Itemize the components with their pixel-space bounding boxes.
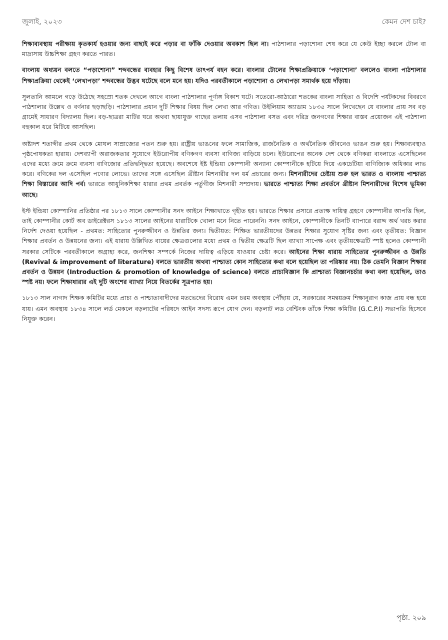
bold-text: বাংলায় অধ্যয়ন বলতে “পড়াশোনা” শব্দবন্ধের ব্যবহার কিছু বিশেষ তাৎপর্য বহন করে। বাংলার টোলের শিক্ষাপ্রক্রিয়াকে ‘পড়াশোনা’ বললেও বাংলা পাঠশালার শিক্ষাপ্রক্রিয়া থেকেই ‘লেখাপড়া’ শব্দবন্ধের উদ্ভব ঘটেছে বলে মনে হয়। যদিও পরবর্তীকালে পড়াশোনা ও লেখাপড়া সমার্থক হয়ে দাঁড়ায়। [22, 67, 426, 85]
header-date: জুলাই, ২০২৩ [22, 18, 62, 26]
bold-text: আইনের শিক্ষা ধারায় সাহিত্যের পুনরুজ্জীবন ও উন্নতি (Revival & improvement of literature) বলতে ভারতীয় অথবা পাশ্চাত্য কোন সাহিত্যের কথা বলে হয়েছিল তা পরিষ্কার নয়। ঠিক তেমনি বিজ্ঞান শিক্ষার প্রবর্তন ও উন্নয়ন (Introduction & promotion of knowledge of science) বলতে প্রাচ্যবিজ্ঞান কি প্রাশ্চাত্য বিজ্ঞানচর্চার কথা বলা হয়েছিল, তাও স্পষ্ট নয়। ফলে শিক্ষাধারার এই দুটি অংশের ব্যাখ্যা নিয়ে বিতর্কের সূত্রপাত হয়। [22, 248, 426, 287]
bold-text: মিশনারীদের চেষ্টায় শুরু হল ভারত ও বাংলায় পাশ্চাত্য শিক্ষা বিস্তারের আদি পর্ব। [22, 171, 426, 189]
body-text: সুলতানি আমলে গড়ে উঠেছে সহস্রো শতক দেখলে আগে বাংলা পাঠশালার পূর্ণাঙ্গ বিকাশ ঘটে। সতেরো-আঠারো শতকের বাংলা সাহিত্য ও বিদেশি পর্যটকদের বিবরণে পাঠশালার উল্লেখ ও বর্ণনার ছড়াছড়ি। পাঠশালার প্রধান দুটি শিক্ষার বিষয় ছিল লেখা আর গণিত। উইলিয়াম অ্যাডাম ১৮৩৫ সালে লিখেছেন যে বাংলার প্রায় সব বড় গ্রামেই সাধারণ বিদ্যালয় ছিল। বড়-ছাত্ররা মাটির ঘরে অথবা ছায়াযুক্ত গাছের তলায় এসব পাঠশালা বসত এবং দরিদ্র জনগণের শিক্ষার বাস্তব প্রয়োজন এই পাঠশালা বহুকাল ধরে মিটিয়ে আসছিল। [22, 93, 426, 132]
body-text: ইস্ট ইন্ডিয়া কোম্পানির প্রতিষ্ঠার পর ১৮১৩ সালে কোম্পানীর সনদ আইনে শিক্ষাখাতে গৃহীত হয়। ভারতে শিক্ষার প্রসারে প্রত্যক্ষ দায়িত্ব গ্রহণে কোম্পানীর আপত্তি ছিল, তাই কোম্পানীর কোর্ট অব ডাইরেক্টরস ১৮১৩ সালের আইনের ধারাটিকে খোলা মনে নিতে পারেননি। সনদ আইনে, কোম্পানীকে তিনটি ব্যাপারে বরাদ্দ অর্থ খরচ করার নির্দেশ দেওয়া হয়েছিল - প্রথমত: সাহিত্যের পুনরুজ্জীবন ও উন্নতির জন্য। দ্বিতীয়ত: শিক্ষিত ভারতীয়দের উন্নতর শিক্ষার সুযোগ সৃষ্টির জন্য এবং তৃতীয়ত: বিজ্ঞান শিক্ষার প্রবর্তন ও উন্নয়নের জন্য। এই ধারায় উল্লিখিত ব্যয়ের ক্ষেত্রগুলোর মধ্যে প্রথম ও দ্বিতীয় ক্ষেত্রটি ছিল ব্যাখ্যা সাপেক্ষ এবং তৃতীয়ক্ষেত্রটি স্পষ্ট হলেও কোম্পানী সরকার সেটিকে পরবর্তীকালে অগ্রাহ্য করে, জনশিক্ষা সম্পর্কে নিজের দায়িত্ব এড়িয়ে যাওয়ার চেষ্টা করে। [22, 207, 426, 256]
header-journal-title: কেমন দেশ চাই? [381, 18, 426, 26]
body-text: ভারতে আধুনিকশিক্ষা ধারার প্রথম প্রবর্তক পর্তুগীজ মিশনারী সম্প্রদায়। [85, 181, 264, 189]
paragraph-4 [22, 140, 426, 201]
page-header [22, 16, 426, 28]
bold-text: ভারতে পাশ্চাত্য শিক্ষা প্রবর্তনে খ্রীষ্টান মিশনারীদের বিশেষ ভূমিকা আছে। [22, 181, 427, 199]
body-text: অষ্টাদশ শতাব্দীর প্রথম থেকে মোঘল সাম্রাজ্যের পতন শুরু হয়। রাষ্ট্রীয় ভাঙনের ফলে সামাজিক, রাজনৈতিক ও অর্থনৈতিক জীবনেও ভাঙন শুরু হয়। শিক্ষাব্যবস্থাও পৃষ্ঠপোষকতা হারায়। দেশব্যাপী অরাজকতার সুযোগে ইউরোপীয় বণিকগণ ব্যবসা বাণিজ্য বাড়িয়ে চলে। ইউরোপের অনেক দেশ থেকে বণিকরা বাংলাতে এসেছিলেন এদের মধ্যে ক্রমে ক্রমে ব্যবসা বাণিজ্যের প্রতিদ্বন্দ্বিতা হয়েছে। অবশেষে ইষ্ট ইন্ডিয়া কোম্পানী অন্যান্য কোম্পানীকে হটিয়ে দিয়ে একচেটিয়া বাণিজ্যিক অধিকার লাভ করে। বণিকের দল এসেছিল পণ্যের লোভে। তাদের সঙ্গে এসেছিল খ্রীষ্টান মিশনারীর দল ধর্ম প্রচারের জন্য। [22, 140, 426, 179]
body-text: ১৮১৩ সাল নাগাদ শিক্ষক কমিটির মধ্যে প্রাচ্য ও পাশ্চাত্যবাদীদের মতভেদের বিরোধ এমন চরম অবস্থায় পৌঁছায় যে, সরকারের সমন্বয়ক্রম শিক্ষানুরাগ কাজ প্রায় বন্ধ হয়ে যায়। এমন অবস্থায় ১৮৩৪ সালে লর্ড মেকলে বড়লাটের পরিষদে আইন সদস্য রূপে যোগ দেন। বড়লাট লড বেন্টিংক তাঁকে শিক্ষা কমিটির (G.C.P.I) সভাপতি হিসেবে নিযুক্ত করেন। [22, 295, 426, 323]
paragraph-6 [22, 294, 426, 325]
paragraph-5 [22, 207, 426, 289]
paragraph-2 [22, 66, 426, 86]
paragraph-1 [22, 40, 426, 60]
paragraph-3 [22, 93, 426, 134]
page-number: পৃষ্ঠা. ২০৯ [396, 614, 426, 622]
bold-text: শিক্ষাব্যবস্থায় পরীক্ষায় কৃতকার্য হওয়ার জন্য বাছাই করে পড়ার বা ফাঁকি দেওয়ার অবকাশ ছিল না। [22, 41, 269, 48]
article-body [22, 40, 426, 331]
body-text: পাঠশালার পড়াশোনা শেষ করে যে কেউ ইচ্ছা করলে টোল বা মাদ্রাসায় উচ্চশিক্ষা গ্রহণ করতে পারত। [22, 41, 426, 59]
